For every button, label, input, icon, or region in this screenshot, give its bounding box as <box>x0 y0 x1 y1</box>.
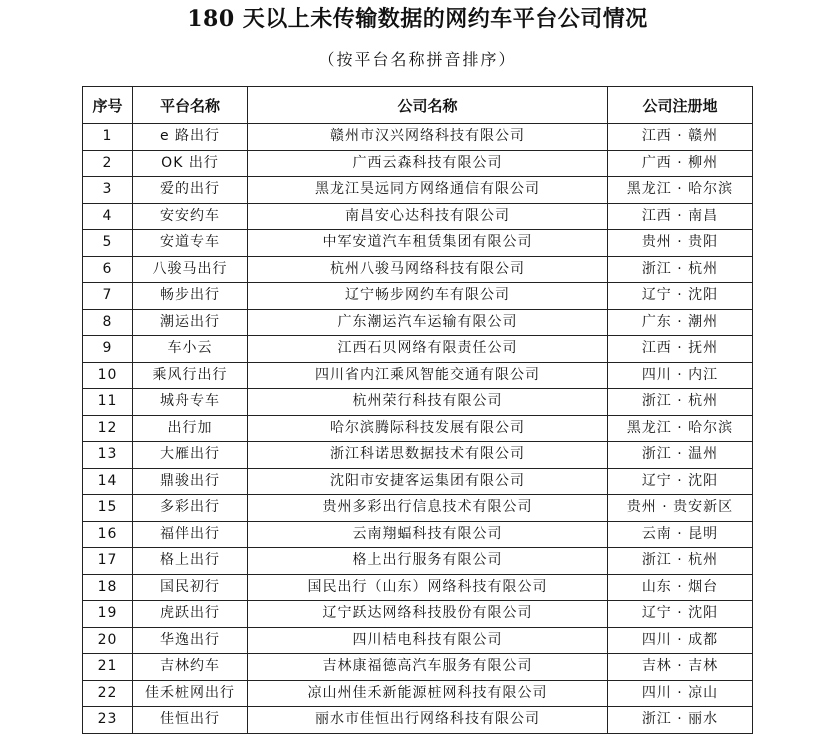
cell-platform-name: 华逸出行 <box>133 627 248 654</box>
document-subtitle: （按平台名称拼音排序） <box>318 50 517 69</box>
cell-registration-location: 浙江 · 杭州 <box>608 389 753 416</box>
cell-platform-name: 爱的出行 <box>133 177 248 204</box>
header-index: 序号 <box>83 87 133 124</box>
cell-company-name: 广东潮运汽车运输有限公司 <box>248 309 608 336</box>
cell-index: 15 <box>83 495 133 522</box>
document-title: 180 天以上未传输数据的网约车平台公司情况 <box>187 6 648 32</box>
cell-company-name: 丽水市佳恒出行网络科技有限公司 <box>248 707 608 734</box>
cell-company-name: 国民出行（山东）网络科技有限公司 <box>248 574 608 601</box>
cell-company-name: 格上出行服务有限公司 <box>248 548 608 575</box>
cell-index: 10 <box>83 362 133 389</box>
table-row <box>83 230 753 257</box>
cell-registration-location: 浙江 · 杭州 <box>608 256 753 283</box>
cell-registration-location: 江西 · 南昌 <box>608 203 753 230</box>
cell-index: 13 <box>83 442 133 469</box>
cell-index: 8 <box>83 309 133 336</box>
cell-index: 21 <box>83 654 133 681</box>
cell-index: 1 <box>83 124 133 151</box>
cell-registration-location: 广东 · 潮州 <box>608 309 753 336</box>
cell-registration-location: 江西 · 赣州 <box>608 124 753 151</box>
cell-registration-location: 黑龙江 · 哈尔滨 <box>608 415 753 442</box>
cell-company-name: 江西石贝网络有限责任公司 <box>248 336 608 363</box>
table-row <box>83 521 753 548</box>
header-row <box>83 87 753 124</box>
cell-platform-name: 潮运出行 <box>133 309 248 336</box>
cell-platform-name: 吉林约车 <box>133 654 248 681</box>
table-row <box>83 124 753 151</box>
cell-platform-name: 安道专车 <box>133 230 248 257</box>
cell-index: 7 <box>83 283 133 310</box>
table-row <box>83 336 753 363</box>
cell-company-name: 杭州八骏马网络科技有限公司 <box>248 256 608 283</box>
table-row <box>83 601 753 628</box>
cell-index: 16 <box>83 521 133 548</box>
table-row <box>83 415 753 442</box>
cell-company-name: 沈阳市安捷客运集团有限公司 <box>248 468 608 495</box>
cell-registration-location: 黑龙江 · 哈尔滨 <box>608 177 753 204</box>
cell-platform-name: e 路出行 <box>133 124 248 151</box>
cell-platform-name: 安安约车 <box>133 203 248 230</box>
cell-company-name: 云南翔蝠科技有限公司 <box>248 521 608 548</box>
cell-platform-name: 佳恒出行 <box>133 707 248 734</box>
cell-platform-name: 乘风行出行 <box>133 362 248 389</box>
cell-company-name: 凉山州佳禾新能源桩网科技有限公司 <box>248 680 608 707</box>
table-row <box>83 495 753 522</box>
table-row <box>83 548 753 575</box>
table-row <box>83 389 753 416</box>
cell-company-name: 贵州多彩出行信息技术有限公司 <box>248 495 608 522</box>
cell-company-name: 辽宁畅步网约车有限公司 <box>248 283 608 310</box>
header-registration-location: 公司注册地 <box>608 87 753 124</box>
cell-registration-location: 广西 · 柳州 <box>608 150 753 177</box>
cell-platform-name: 格上出行 <box>133 548 248 575</box>
table-row <box>83 627 753 654</box>
cell-platform-name: 福伴出行 <box>133 521 248 548</box>
cell-registration-location: 四川 · 凉山 <box>608 680 753 707</box>
cell-company-name: 广西云森科技有限公司 <box>248 150 608 177</box>
cell-index: 3 <box>83 177 133 204</box>
cell-platform-name: 鼎骏出行 <box>133 468 248 495</box>
table-row <box>83 442 753 469</box>
cell-index: 5 <box>83 230 133 257</box>
cell-registration-location: 江西 · 抚州 <box>608 336 753 363</box>
table-row <box>83 150 753 177</box>
cell-index: 17 <box>83 548 133 575</box>
table-row <box>83 362 753 389</box>
cell-platform-name: 车小云 <box>133 336 248 363</box>
cell-platform-name: 佳禾桩网出行 <box>133 680 248 707</box>
table-row <box>83 680 753 707</box>
table-row <box>83 707 753 734</box>
platform-table <box>82 86 753 734</box>
cell-company-name: 中军安道汽车租赁集团有限公司 <box>248 230 608 257</box>
cell-platform-name: 多彩出行 <box>133 495 248 522</box>
cell-platform-name: 国民初行 <box>133 574 248 601</box>
cell-index: 19 <box>83 601 133 628</box>
cell-company-name: 辽宁跃达网络科技股份有限公司 <box>248 601 608 628</box>
cell-registration-location: 云南 · 昆明 <box>608 521 753 548</box>
cell-registration-location: 山东 · 烟台 <box>608 574 753 601</box>
cell-index: 14 <box>83 468 133 495</box>
cell-platform-name: 八骏马出行 <box>133 256 248 283</box>
cell-registration-location: 辽宁 · 沈阳 <box>608 601 753 628</box>
table-row <box>83 574 753 601</box>
cell-index: 22 <box>83 680 133 707</box>
cell-company-name: 哈尔滨腾际科技发展有限公司 <box>248 415 608 442</box>
cell-company-name: 南昌安心达科技有限公司 <box>248 203 608 230</box>
cell-registration-location: 四川 · 内江 <box>608 362 753 389</box>
cell-company-name: 浙江科诺思数据技术有限公司 <box>248 442 608 469</box>
cell-company-name: 吉林康福德高汽车服务有限公司 <box>248 654 608 681</box>
cell-company-name: 四川桔电科技有限公司 <box>248 627 608 654</box>
header-company-name: 公司名称 <box>248 87 608 124</box>
cell-platform-name: 大雁出行 <box>133 442 248 469</box>
cell-platform-name: 畅步出行 <box>133 283 248 310</box>
cell-registration-location: 浙江 · 温州 <box>608 442 753 469</box>
cell-index: 20 <box>83 627 133 654</box>
cell-index: 11 <box>83 389 133 416</box>
table-row <box>83 468 753 495</box>
cell-index: 12 <box>83 415 133 442</box>
cell-registration-location: 贵州 · 贵安新区 <box>608 495 753 522</box>
cell-index: 9 <box>83 336 133 363</box>
cell-index: 6 <box>83 256 133 283</box>
cell-platform-name: 虎跃出行 <box>133 601 248 628</box>
cell-registration-location: 吉林 · 吉林 <box>608 654 753 681</box>
table-row <box>83 654 753 681</box>
cell-registration-location: 浙江 · 杭州 <box>608 548 753 575</box>
table-row <box>83 283 753 310</box>
cell-company-name: 四川省内江乘风智能交通有限公司 <box>248 362 608 389</box>
table-row <box>83 309 753 336</box>
cell-index: 18 <box>83 574 133 601</box>
cell-registration-location: 浙江 · 丽水 <box>608 707 753 734</box>
cell-registration-location: 贵州 · 贵阳 <box>608 230 753 257</box>
cell-registration-location: 四川 · 成都 <box>608 627 753 654</box>
cell-index: 2 <box>83 150 133 177</box>
cell-index: 4 <box>83 203 133 230</box>
table-row <box>83 203 753 230</box>
cell-company-name: 赣州市汉兴网络科技有限公司 <box>248 124 608 151</box>
cell-platform-name: OK 出行 <box>133 150 248 177</box>
table-header <box>83 87 753 124</box>
cell-platform-name: 城舟专车 <box>133 389 248 416</box>
cell-company-name: 黑龙江昊远同方网络通信有限公司 <box>248 177 608 204</box>
cell-company-name: 杭州荣行科技有限公司 <box>248 389 608 416</box>
table-row <box>83 177 753 204</box>
cell-platform-name: 出行加 <box>133 415 248 442</box>
table-body <box>83 124 753 734</box>
cell-index: 23 <box>83 707 133 734</box>
header-platform-name: 平台名称 <box>133 87 248 124</box>
cell-registration-location: 辽宁 · 沈阳 <box>608 468 753 495</box>
cell-registration-location: 辽宁 · 沈阳 <box>608 283 753 310</box>
table-row <box>83 256 753 283</box>
